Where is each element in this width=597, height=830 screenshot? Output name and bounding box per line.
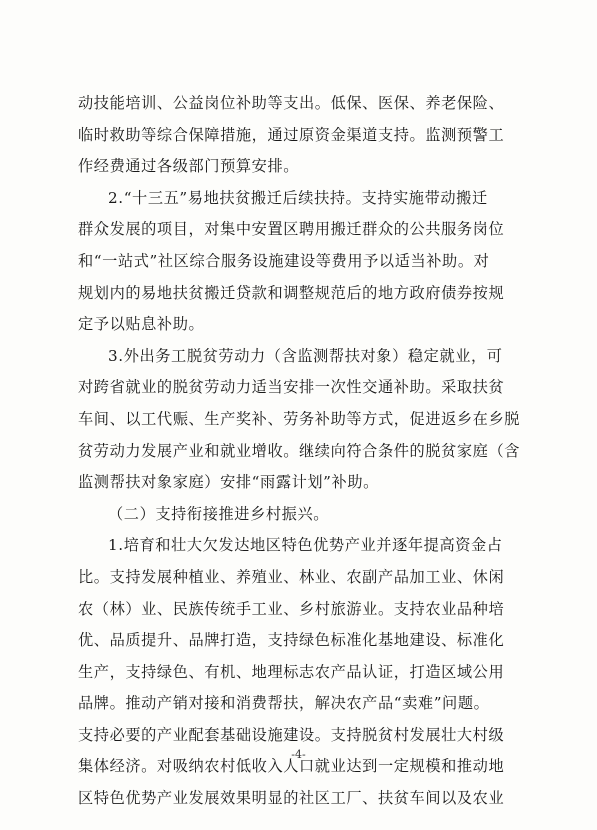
text-line: 动技能培训、公益岗位补助等支出。低保、医保、养老保险、 [78,94,505,112]
text-line-paragraph-start: 2.“十三五”易地扶贫搬迁后续扶持。支持实施带动搬迁 [108,188,488,207]
text-line-paragraph-start: 3.外出务工脱贫劳动力（含监测帮扶对象）稳定就业，可 [108,346,503,365]
text-line: 优、品质提升、品牌打造，支持绿色标准化基地建设、标准化 [78,631,505,650]
text-line: 群众发展的项目，对集中安置区聘用搬迁群众的公共服务岗位 [78,220,505,239]
text-line: 和“一站式”社区综合服务设施建设等费用予以适当补助。对 [78,251,490,270]
text-line: 车间、以工代赈、生产奖补、劳务补助等方式，促进返乡在乡脱 [78,409,521,428]
page-number: -4- [291,748,306,761]
text-line: 农（林）业、民族传统手工业、乡村旅游业。支持农业品种培 [78,599,505,618]
text-line-paragraph-start: 1.培育和壮大欠发达地区特色优势产业并逐年提高资金占 [108,536,503,555]
text-line: 生产，支持绿色、有机、地理标志农产品认证，打造区域公用 [78,662,505,681]
section-heading: （二）支持衔接推进乡村振兴。 [108,504,330,523]
text-line: 对跨省就业的脱贫劳动力适当安排一次性交通补助。采取扶贫 [78,378,505,397]
text-line: 支持必要的产业配套基础设施建设。支持脱贫村发展壮大村级 [78,725,505,744]
text-line: 比。支持发展种植业、养殖业、林业、农副产品加工业、休闲 [78,567,505,586]
text-line: 集体经济。对吸纳农村低收入人口就业达到一定规模和推动地 [78,757,505,776]
text-line: 贫劳动力发展产业和就业增收。继续向符合条件的脱贫家庭（含 [78,441,521,460]
text-line: 区特色优势产业发展效果明显的社区工厂、扶贫车间以及农业 [78,789,505,808]
text-line: 品牌。推动产销对接和消费帮扶，解决农产品“卖难”问题。 [78,694,490,713]
text-line: 规划内的易地扶贫搬迁贷款和调整规范后的地方政府债券按规 [78,283,505,302]
document-body [78,88,521,815]
text-line: 临时救助等综合保障措施，通过原资金渠道支持。监测预警工 [78,125,505,144]
text-line: 定予以贴息补助。 [78,315,205,334]
text-line: 作经费通过各级部门预算安排。 [78,157,300,176]
text-line: 监测帮扶对象家庭）安排“雨露计划”补助。 [78,473,379,492]
